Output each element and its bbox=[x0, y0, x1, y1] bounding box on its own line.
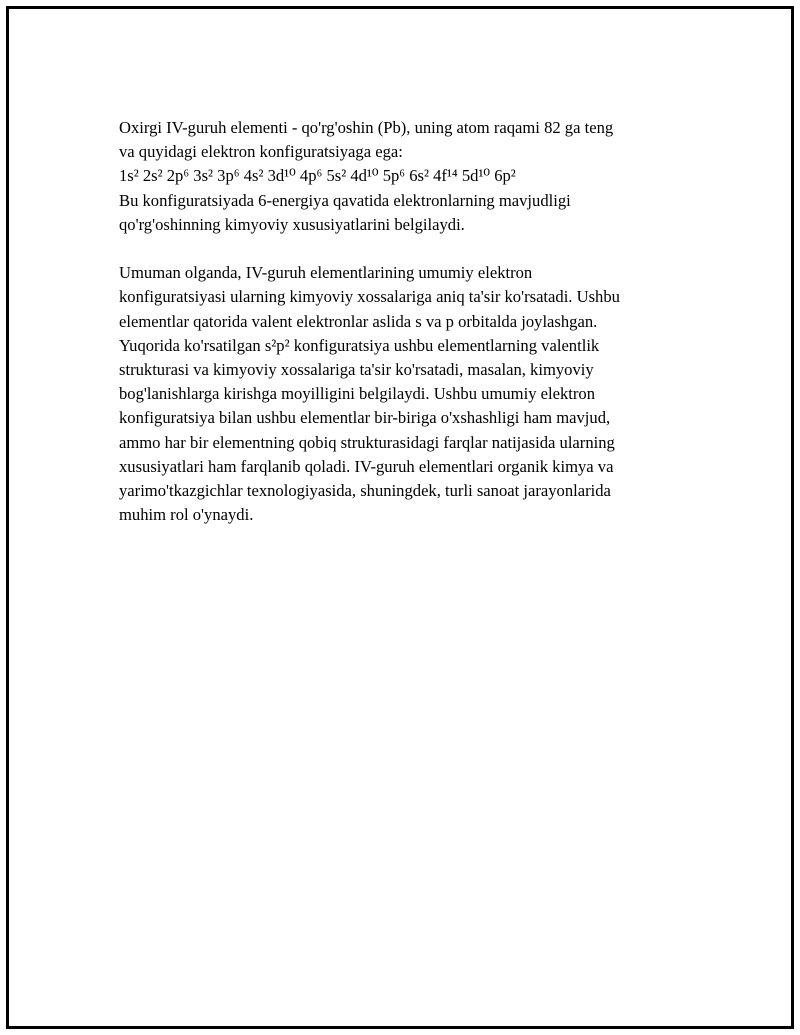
text-line: konfiguratsiya bilan ushbu elementlar bir-biriga o'xshashligi ham mavjud, bbox=[119, 408, 611, 428]
text-line: konfiguratsiyasi ularning kimyoviy xossalariga aniq ta'sir ko'rsatadi. Ushbu bbox=[119, 287, 620, 307]
text-line: Oxirgi IV-guruh elementi - qo'rg'oshin (Pb), uning atom raqami 82 ga teng bbox=[119, 118, 614, 137]
paragraph-lead-configuration bbox=[119, 116, 689, 237]
text-line: ammo har bir elementning qobiq strukturasidagi farqlar natijasida ularning bbox=[119, 432, 615, 452]
paragraph-group-summary bbox=[119, 261, 689, 527]
text-line: va quyidagi elektron konfiguratsiyaga ega: bbox=[119, 142, 403, 162]
text-line: bog'lanishlarga kirishga moyilligini belgilaydi. Ushbu umumiy elektron bbox=[119, 384, 596, 404]
paragraph-spacer bbox=[119, 237, 689, 261]
text-line: elementlar qatorida valent elektronlar aslida s va p orbitalda joylashgan. bbox=[119, 311, 598, 331]
text-line: xususiyatlari ham farqlanib qoladi. IV-guruh elementlari organik kimya va bbox=[119, 456, 614, 476]
text-line: strukturasi va kimyoviy xossalariga ta'sir ko'rsatadi, masalan, kimyoviy bbox=[119, 360, 594, 380]
page-content bbox=[119, 116, 689, 527]
text-line: muhim rol o'ynaydi. bbox=[119, 505, 254, 525]
text-line: Umuman olganda, IV-guruh elementlarining umumiy elektron bbox=[119, 263, 533, 283]
text-line: Yuqorida ko'rsatilgan s²p² konfiguratsiya ushbu elementlarning valentlik bbox=[119, 335, 600, 355]
text-line: Bu konfiguratsiyada 6-energiya qavatida elektronlarning mavjudligi bbox=[119, 190, 571, 210]
text-line: yarimo'tkazgichlar texnologiyasida, shuningdek, turli sanoat jarayonlarida bbox=[119, 481, 611, 501]
text-line: qo'rg'oshinning kimyoviy xususiyatlarini belgilaydi. bbox=[119, 214, 465, 234]
page-frame bbox=[6, 6, 794, 1029]
electron-configuration-line: 1s² 2s² 2p⁶ 3s² 3p⁶ 4s² 3d¹⁰ 4p⁶ 5s² 4d¹⁰ 5p⁶ 6s² 4f¹⁴ 5d¹⁰ 6p² bbox=[119, 166, 516, 186]
